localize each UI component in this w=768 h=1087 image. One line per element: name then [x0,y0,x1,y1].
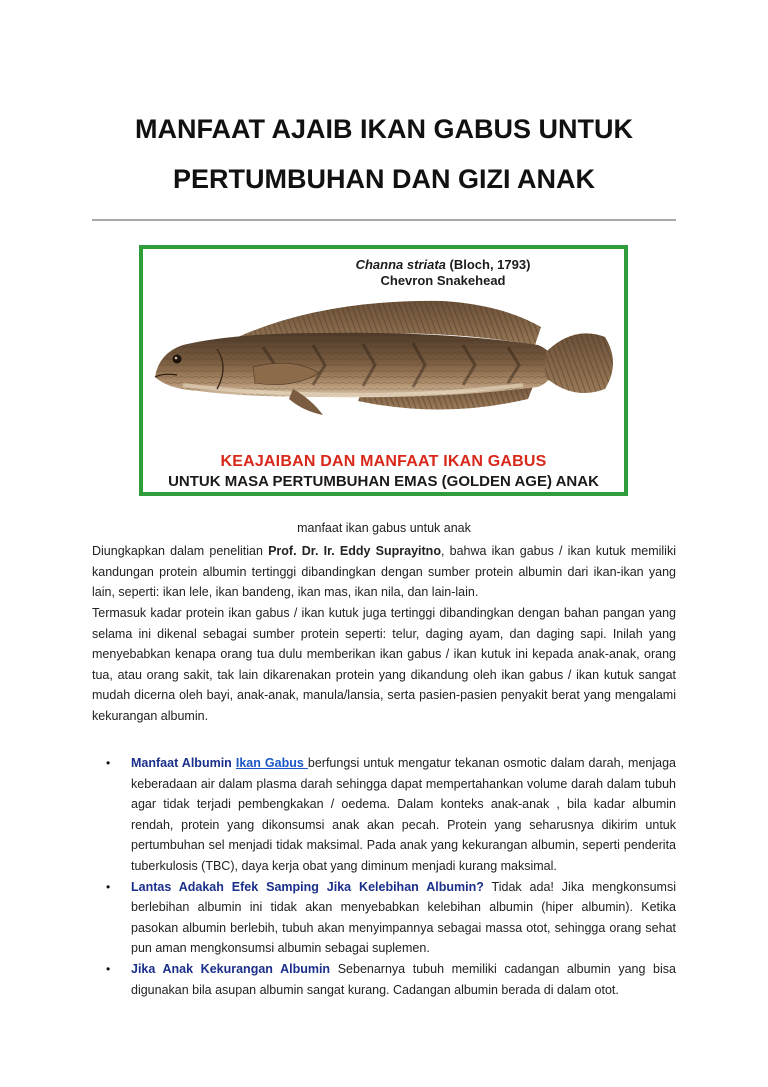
bullet-icon: • [106,961,111,976]
page-title [92,104,676,204]
benefits-list [92,753,676,1000]
title-divider [92,219,676,221]
title-line-1: MANFAAT AJAIB IKAN GABUS UNTUK [135,114,633,144]
paragraph-2: Termasuk kadar protein ikan gabus / ikan kutuk juga tertinggi dibandingkan dengan bahan pangan yang selama ini dikenal sebagai sumber protein seperti: telur, daging ayam, dan daging sapi. Inilah yang menyebabkan kenapa orang tua dulu memberikan ikan gabus / ikan kutuk ini kepada anak-anak, orang tua, atau orang sakit, tak lain dikarenakan protein yang dikandung oleh ikan gabus / ikan kutuk sangat mudah dicerna oleh bayi, anak-anak, manula/lansia, serta pasien-pasien penyakit berat yang mengalami kekurangan albumin. [92,606,676,723]
bullet-text: berfungsi untuk mengatur tekanan osmotic dalam darah, menjaga keberadaan air dalam plasma darah sehingga dapat mempertahankan volume darah dalam tubuh agar tidak terjadi pembengkakan / oedema. Dalam konteks anak-anak , bila kadar albumin rendah, protein yang dikonsumsi anak akan pecah. Protein yang seharusnya dikirim untuk pertumbuhan sel menjadi tidak maksimal. Pada anak yang kekurangan albumin, seperti penderita tuberkulosis (TBC), daya kerja obat yang diminum menjadi kurang maksimal. [131,756,676,873]
bullet-heading: Lantas Adakah Efek Samping Jika Kelebihan Albumin? [131,879,484,894]
bullet-heading: Jika Anak Kekurangan Albumin [131,961,331,976]
ikan-gabus-link[interactable]: Ikan Gabus [235,756,308,770]
title-line-2: PERTUMBUHAN DAN GIZI ANAK [173,164,595,194]
bullet-icon: • [106,879,111,894]
figure-banner-black: UNTUK MASA PERTUMBUHAN EMAS (GOLDEN AGE) ANAK [168,473,599,490]
paragraph-1-after: , bahwa ikan gabus / ikan kutuk memiliki kandungan protein albumin tertinggi dibandingkan dengan sumber protein albumin dari ikan-ikan yang lain, seperti: ikan lele, ikan bandeng, ikan mas, ikan nila, dan lain-lain. [92,544,676,600]
figure-banner-red: KEAJAIBAN DAN MANFAAT IKAN GABUS [220,453,547,470]
bullet-text: Tidak ada! Jika mengkonsumsi berlebihan albumin ini tidak akan menyebabkan kelebihan albumin (hiper albumin). Ketika pasokan albumin berlebih, tubuh akan menyimpannya sebagai massa otot, sehingga orang sehat pun aman mengkonsumsi albumin sebagai suplemen. [131,879,676,956]
snakehead-figure [139,245,628,496]
paragraph-1-before: Diungkapkan dalam penelitian [92,544,269,558]
bullet-icon: • [106,756,111,770]
species-author: (Bloch, 1793) [445,257,531,272]
species-name: Channa striata [355,257,446,272]
common-name-label: Chevron Snakehead [380,273,506,288]
bullet-text: Sebenarnya tubuh memiliki cadangan albumin yang bisa digunakan bila asupan albumin sangat kurang. Cadangan albumin berada di dalam otot. [131,961,676,997]
list-item [92,959,676,1000]
researcher-name: Prof. Dr. Ir. Eddy Suprayitno [268,544,441,558]
image-caption: manfaat ikan gabus untuk anak [297,521,471,535]
paragraph-1 [92,541,676,603]
bullet-heading: Manfaat Albumin [131,756,236,770]
list-item [92,877,676,959]
list-item [92,753,676,877]
